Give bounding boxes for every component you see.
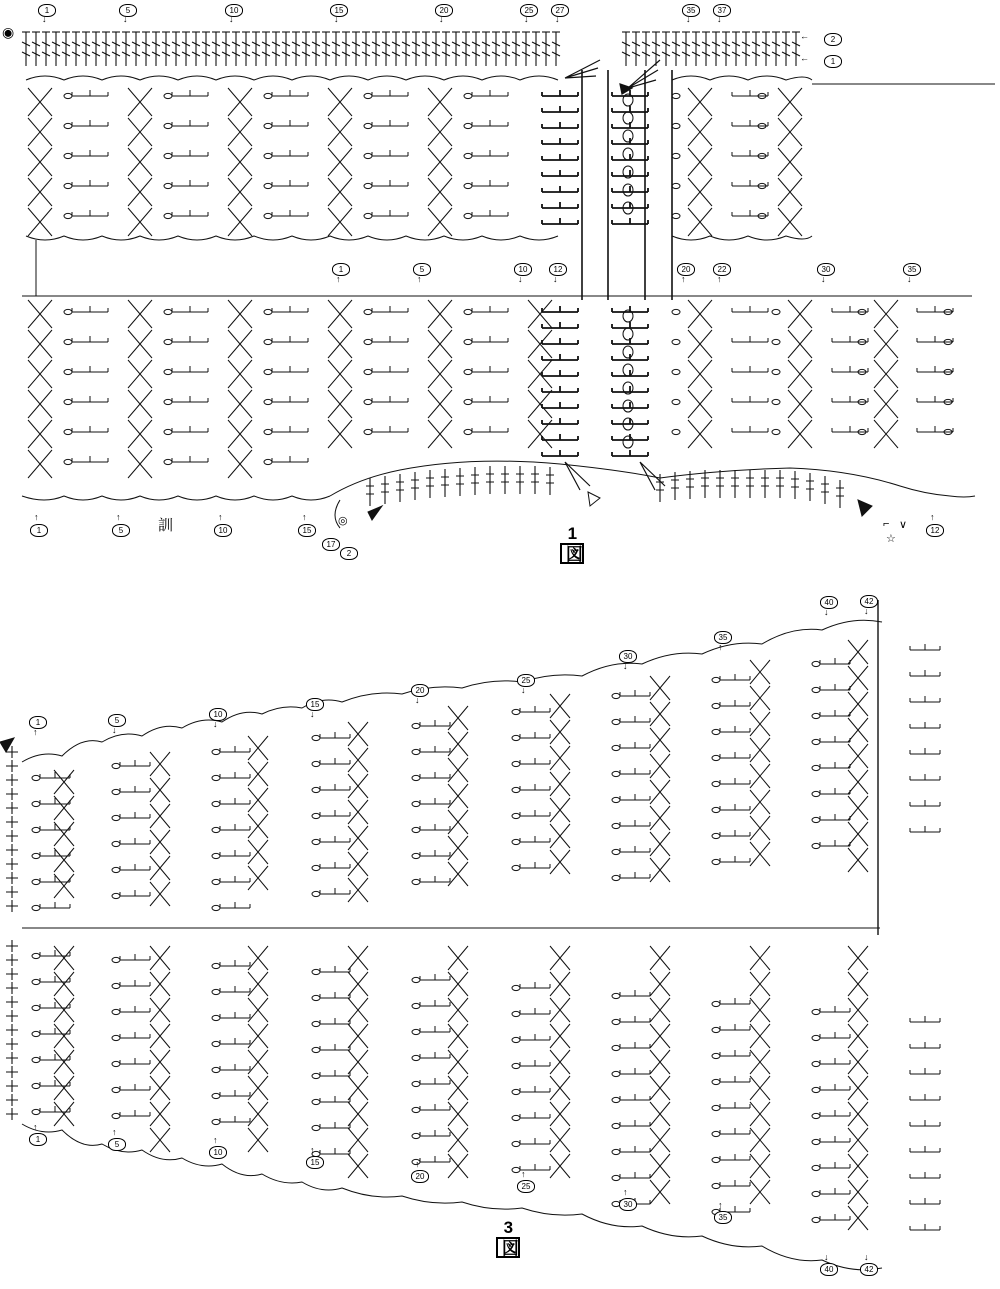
row-arrow: ↑ <box>116 512 121 522</box>
row-arrow: ↑ <box>310 1145 315 1155</box>
row-number: 20 <box>435 4 453 17</box>
row-number: 35 <box>714 1211 732 1224</box>
row-arrow: ↑ <box>681 274 686 284</box>
row-number: 30 <box>817 263 835 276</box>
row-arrow: ↓ <box>213 719 218 729</box>
row-arrow: ↑ <box>521 1169 526 1179</box>
row-arrow: ↑ <box>717 274 722 284</box>
row-number: 42 <box>860 595 878 608</box>
row-arrow: ↓ <box>123 14 128 24</box>
row-number: 1 <box>38 4 56 17</box>
motif-mark-icon: 訓 <box>158 517 174 534</box>
row-number: 25 <box>517 1180 535 1193</box>
row-number: 17 <box>322 538 340 551</box>
row-number: 15 <box>298 524 316 537</box>
row-number: 5 <box>413 263 431 276</box>
row-arrow: ↑ <box>417 274 422 284</box>
row-arrow: ↓ <box>439 14 444 24</box>
row-arrow: ↑ <box>218 512 223 522</box>
row-number: 15 <box>306 698 324 711</box>
star-mark-icon: ☆ <box>886 533 896 545</box>
row-arrow: ↑ <box>34 512 39 522</box>
row-arrow: ↓ <box>824 1252 829 1262</box>
row-number: 35 <box>903 263 921 276</box>
row-number: 10 <box>214 524 232 537</box>
row-number: 10 <box>209 1146 227 1159</box>
row-arrow: ↓ <box>821 274 826 284</box>
figure-1-label <box>560 524 584 564</box>
row-arrow: ↓ <box>310 709 315 719</box>
row-arrow: ↓ <box>824 607 829 617</box>
row-number: 20 <box>677 263 695 276</box>
corner-mark-icon: ⌐ <box>883 518 890 530</box>
row-arrow: ↓ <box>334 14 339 24</box>
row-number: 30 <box>619 650 637 663</box>
row-arrow: ← <box>800 53 809 63</box>
row-arrow: ↑ <box>112 1127 117 1137</box>
row-number: 35 <box>682 4 700 17</box>
row-number: 1 <box>29 716 47 729</box>
row-arrow: ↓ <box>555 14 560 24</box>
row-number: 15 <box>330 4 348 17</box>
row-arrow: ↓ <box>686 14 691 24</box>
ring-mark-icon: ◎ <box>338 515 348 527</box>
figure-1-boxed-char: 図 <box>560 543 584 564</box>
check-mark-icon: ∨ <box>899 519 908 531</box>
row-arrow: ↓ <box>42 14 47 24</box>
row-number: 1 <box>332 263 350 276</box>
row-number: 25 <box>517 674 535 687</box>
row-number: 10 <box>514 263 532 276</box>
row-arrow: ↑ <box>33 727 38 737</box>
start-marker-icon: ◉ <box>2 24 15 40</box>
row-arrow: ↑ <box>213 1135 218 1145</box>
figure-3-label <box>496 1218 520 1258</box>
row-number: 22 <box>713 263 731 276</box>
row-number: 20 <box>411 1170 429 1183</box>
row-arrow: ↑ <box>33 1122 38 1132</box>
row-number: 40 <box>820 596 838 609</box>
figure-3-number: 3 <box>498 1218 518 1237</box>
row-arrow: ↓ <box>717 14 722 24</box>
row-arrow: ↓ <box>907 274 912 284</box>
row-number: 1 <box>30 524 48 537</box>
row-arrow: ← <box>800 31 809 41</box>
row-arrow: ↓ <box>864 1252 869 1262</box>
row-number: 10 <box>225 4 243 17</box>
row-number: 1 <box>29 1133 47 1146</box>
row-number: 2 <box>824 33 842 46</box>
row-number: 27 <box>551 4 569 17</box>
row-arrow: ↓ <box>229 14 234 24</box>
row-number: 25 <box>520 4 538 17</box>
figure-1-number: 1 <box>562 524 582 543</box>
row-number: 15 <box>306 1156 324 1169</box>
row-arrow: ↑ <box>623 1187 628 1197</box>
row-arrow: ↓ <box>623 661 628 671</box>
row-number: 35 <box>714 631 732 644</box>
row-arrow: ↓ <box>518 274 523 284</box>
row-number: 5 <box>112 524 130 537</box>
row-number: 10 <box>209 708 227 721</box>
row-number: 30 <box>619 1198 637 1211</box>
row-number: 2 <box>340 547 358 560</box>
row-number: 12 <box>926 524 944 537</box>
row-arrow: ↓ <box>415 695 420 705</box>
row-number: 37 <box>713 4 731 17</box>
row-arrow: ↓ <box>553 274 558 284</box>
row-number: 40 <box>820 1263 838 1276</box>
row-number: 1 <box>824 55 842 68</box>
row-arrow: ↓ <box>864 606 869 616</box>
row-arrow: ↑ <box>415 1159 420 1169</box>
row-arrow: ↑ <box>718 1200 723 1210</box>
row-arrow: ↓ <box>112 725 117 735</box>
row-arrow: ↑ <box>336 274 341 284</box>
row-arrow: ↑ <box>302 512 307 522</box>
row-number: 5 <box>108 1138 126 1151</box>
row-number: 5 <box>108 714 126 727</box>
row-arrow: ↑ <box>930 512 935 522</box>
row-number: 12 <box>549 263 567 276</box>
row-arrow: ↑ <box>718 642 723 652</box>
row-number: 20 <box>411 684 429 697</box>
row-number: 5 <box>119 4 137 17</box>
figure-3-boxed-char: 図 <box>496 1237 520 1258</box>
row-number: 42 <box>860 1263 878 1276</box>
row-arrow: ↓ <box>524 14 529 24</box>
row-arrow: ↓ <box>521 685 526 695</box>
